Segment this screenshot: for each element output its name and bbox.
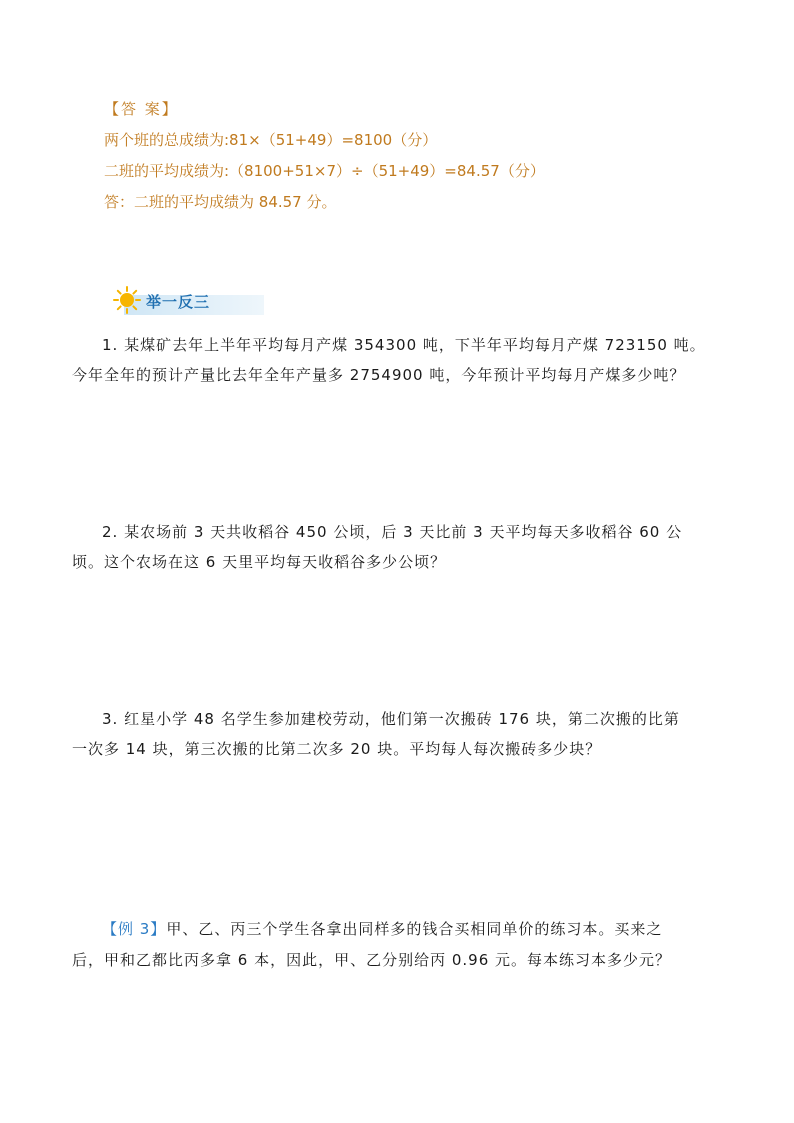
section-title: 举一反三 (146, 293, 211, 311)
sun-icon (112, 285, 142, 315)
question-3 (72, 704, 732, 764)
answer-line-1: 两个班的总成绩为:81×（51+49）=8100（分） (104, 131, 438, 149)
example-line-1-text: 甲、乙、丙三个学生各拿出同样多的钱合买相同单价的练习本。买来之 (166, 920, 663, 938)
answer-line-3: 答：二班的平均成绩为 84.57 分。 (104, 193, 337, 211)
question-3-line-1: 3. 红星小学 48 名学生参加建校劳动，他们第一次搬砖 176 块，第二次搬的比第 (102, 710, 680, 728)
example-3 (72, 914, 732, 976)
section-banner (112, 285, 262, 317)
question-1-line-2: 今年全年的预计产量比去年全年产量多 2754900 吨，今年预计平均每月产煤多少吨？ (72, 366, 686, 384)
answer-heading: 【答 案】 (104, 100, 179, 118)
example-line-2: 后，甲和乙都比丙多拿 6 本，因此，甲、乙分别给丙 0.96 元。每本练习本多少元？ (72, 951, 672, 969)
example-line-1 (102, 914, 732, 945)
question-2 (72, 517, 732, 577)
question-1 (72, 330, 732, 390)
question-2-line-2: 顷。这个农场在这 6 天里平均每天收稻谷多少公顷？ (72, 553, 447, 571)
question-3-line-2: 一次多 14 块，第三次搬的比第二次多 20 块。平均每人每次搬砖多少块？ (72, 740, 602, 758)
question-1-line-1: 1. 某煤矿去年上半年平均每月产煤 354300 吨，下半年平均每月产煤 723150 吨。 (102, 336, 706, 354)
answer-section (104, 94, 724, 218)
question-2-line-1: 2. 某农场前 3 天共收稻谷 450 公顷，后 3 天比前 3 天平均每天多收稻谷 60 公 (102, 523, 683, 541)
answer-line-2: 二班的平均成绩为:（8100+51×7）÷（51+49）=84.57（分） (104, 162, 545, 180)
example-tag: 【例 3】 (102, 920, 167, 938)
